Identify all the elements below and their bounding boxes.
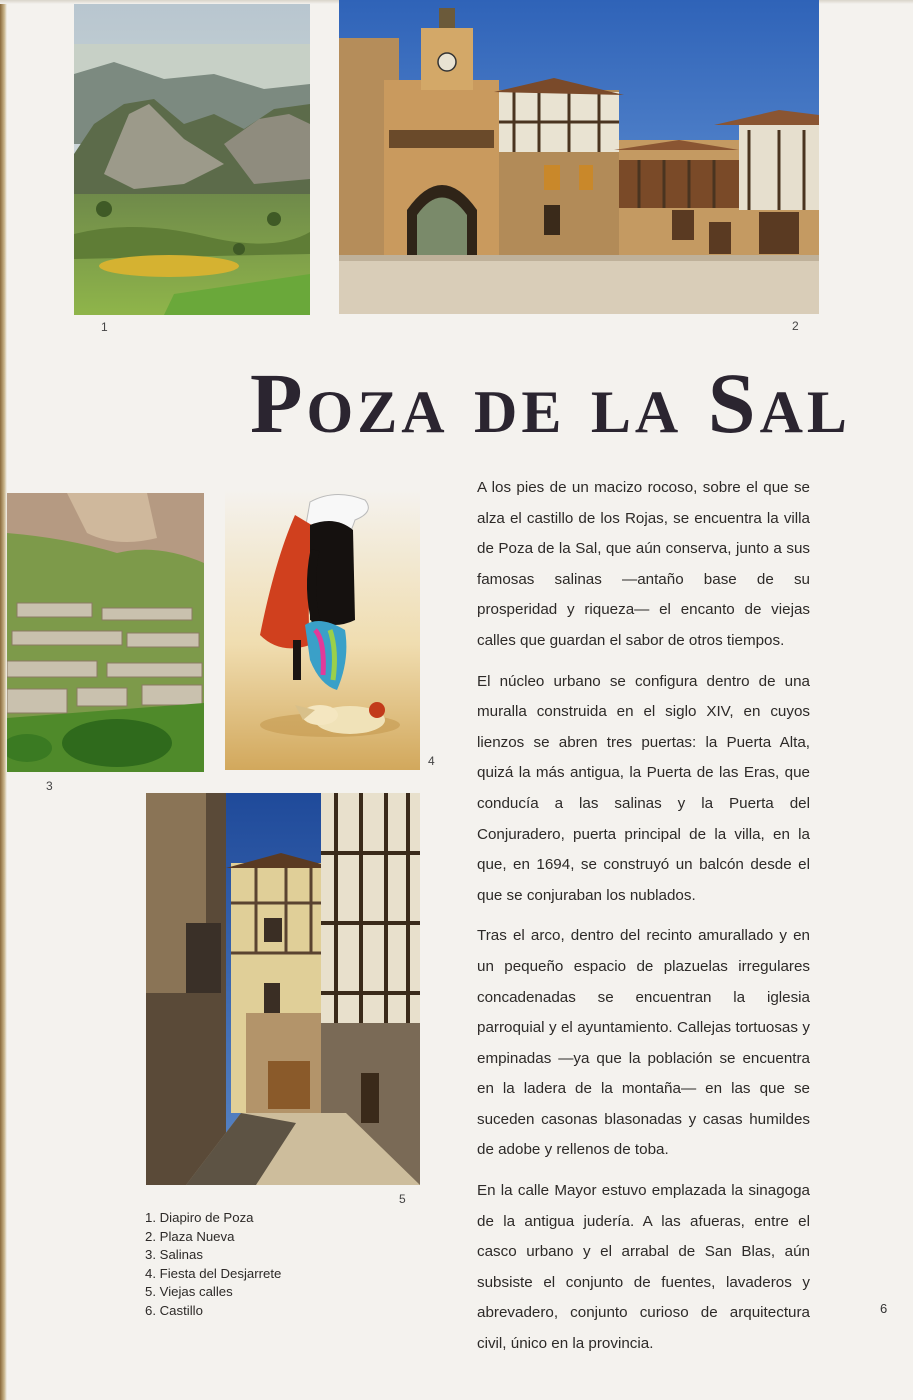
caption-item: 2. Plaza Nueva (145, 1228, 235, 1244)
caption-item: 6. Castillo (145, 1302, 203, 1318)
page-title: Poza de la Sal (250, 355, 851, 451)
photo-plaza-nueva (339, 0, 819, 314)
photo-4-number: 4 (428, 754, 435, 768)
photo-salinas (7, 493, 204, 772)
photo-5-number: 5 (399, 1192, 406, 1206)
paragraph: En la calle Mayor estuvo emplazada la sinagoga de la antigua judería. A las afueras, entre el casco urbano y el arrabal de San Blas, aún subsiste el conjunto de fuentes, lavaderos y abrevadero, conjunto curioso de arquitectura civil, único en la provincia. (477, 1182, 810, 1353)
photo-fiesta-desjarrete (225, 490, 420, 770)
photo-2-number: 2 (792, 319, 799, 333)
caption-item: 4. Fiesta del Desjarrete (145, 1265, 282, 1281)
paragraph: Tras el arco, dentro del recinto amurallado y en un pequeño espacio de plazuelas irregulares concadenadas se encuentran la iglesia parroquial y el ayuntamiento. Callejas tortuosas y empinadas —ya que la población se encuentra en la ladera de la montaña— en las que se suceden casonas blasonadas y casas humildes de adobe y rellenos de toba. (477, 927, 810, 1159)
photo-diapiro (74, 4, 310, 315)
caption-item: 1. Diapiro de Poza (145, 1210, 254, 1225)
paragraph: A los pies de un macizo rocoso, sobre el que se alza el castillo de los Rojas, se encuentra la villa de Poza de la Sal, que aún conserva, junto a sus famosas salinas —antaño base de su prosperidad y riqueza— el encanto de viejas calles que guardan el sabor de otros tiempos. (477, 479, 810, 649)
page-binding-edge (0, 0, 7, 1400)
caption-item: 5. Viejas calles (145, 1284, 233, 1300)
page-number: 6 (880, 1301, 888, 1316)
photo-3-number: 3 (46, 779, 53, 793)
photo-1-number: 1 (101, 320, 108, 334)
caption-item: 3. Salinas (145, 1247, 203, 1263)
article-body (477, 473, 810, 1370)
photo-captions (145, 1209, 281, 1321)
photo-viejas-calles (146, 793, 420, 1185)
paragraph: El núcleo urbano se configura dentro de una muralla construida en el siglo XIV, en cuyos lienzos se abren tres puertas: la Puerta Alta, quizá la más antigua, la Puerta de las Eras, que conducía a las salinas y la Puerta del Conjuradero, puerta principal de la villa, en la que, en 1694, se construyó un balcón desde el que se conjuraban los nublados. (477, 672, 810, 904)
